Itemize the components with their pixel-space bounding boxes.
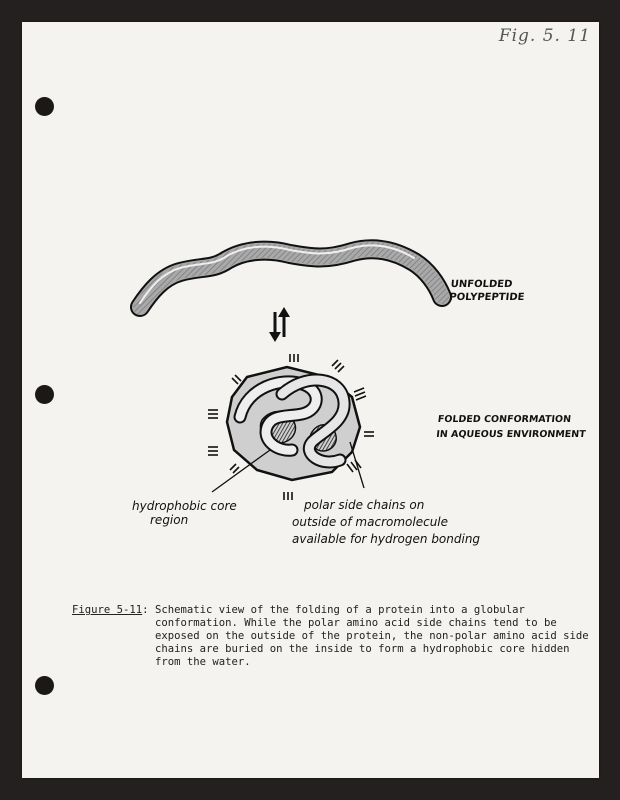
label-line: region: [150, 513, 189, 527]
unfolded-polypeptide-label: [449, 278, 552, 304]
unfolded-polypeptide: [140, 245, 442, 307]
label-line: polar side chains on: [304, 498, 425, 512]
label-line: hydrophobic core: [132, 499, 237, 513]
hydrophobic-core-label: [132, 499, 242, 527]
caption-text: Schematic view of the folding of a protein into a globular conformation. While the polar amino acid side chains tend to be exposed on the outside of the protein, the non-polar amino acid side chains are buried on the inside to form a hydrophobic core hidden from the water.: [154, 604, 589, 668]
document-page: [22, 22, 599, 778]
equilibrium-arrows-icon: [269, 307, 290, 342]
figure-caption: [72, 604, 592, 669]
caption-colon: :: [142, 604, 155, 616]
folded-protein: [208, 354, 374, 500]
label-line: available for hydrogen bonding: [292, 532, 481, 546]
label-line: POLYPEPTIDE: [448, 292, 525, 303]
label-line: IN AQUEOUS ENVIRONMENT: [435, 429, 587, 440]
figure-reference: Figure 5-11: [72, 604, 143, 616]
label-line: UNFOLDED: [450, 279, 513, 290]
polar-side-chains-label: [292, 497, 482, 548]
figure-number: Fig. 5. 11: [498, 26, 591, 46]
polar-pointer-line: [350, 442, 364, 488]
label-line: FOLDED CONFORMATION: [437, 414, 572, 425]
label-line: outside of macromolecule: [292, 515, 449, 529]
folded-conformation-label: [435, 412, 588, 442]
